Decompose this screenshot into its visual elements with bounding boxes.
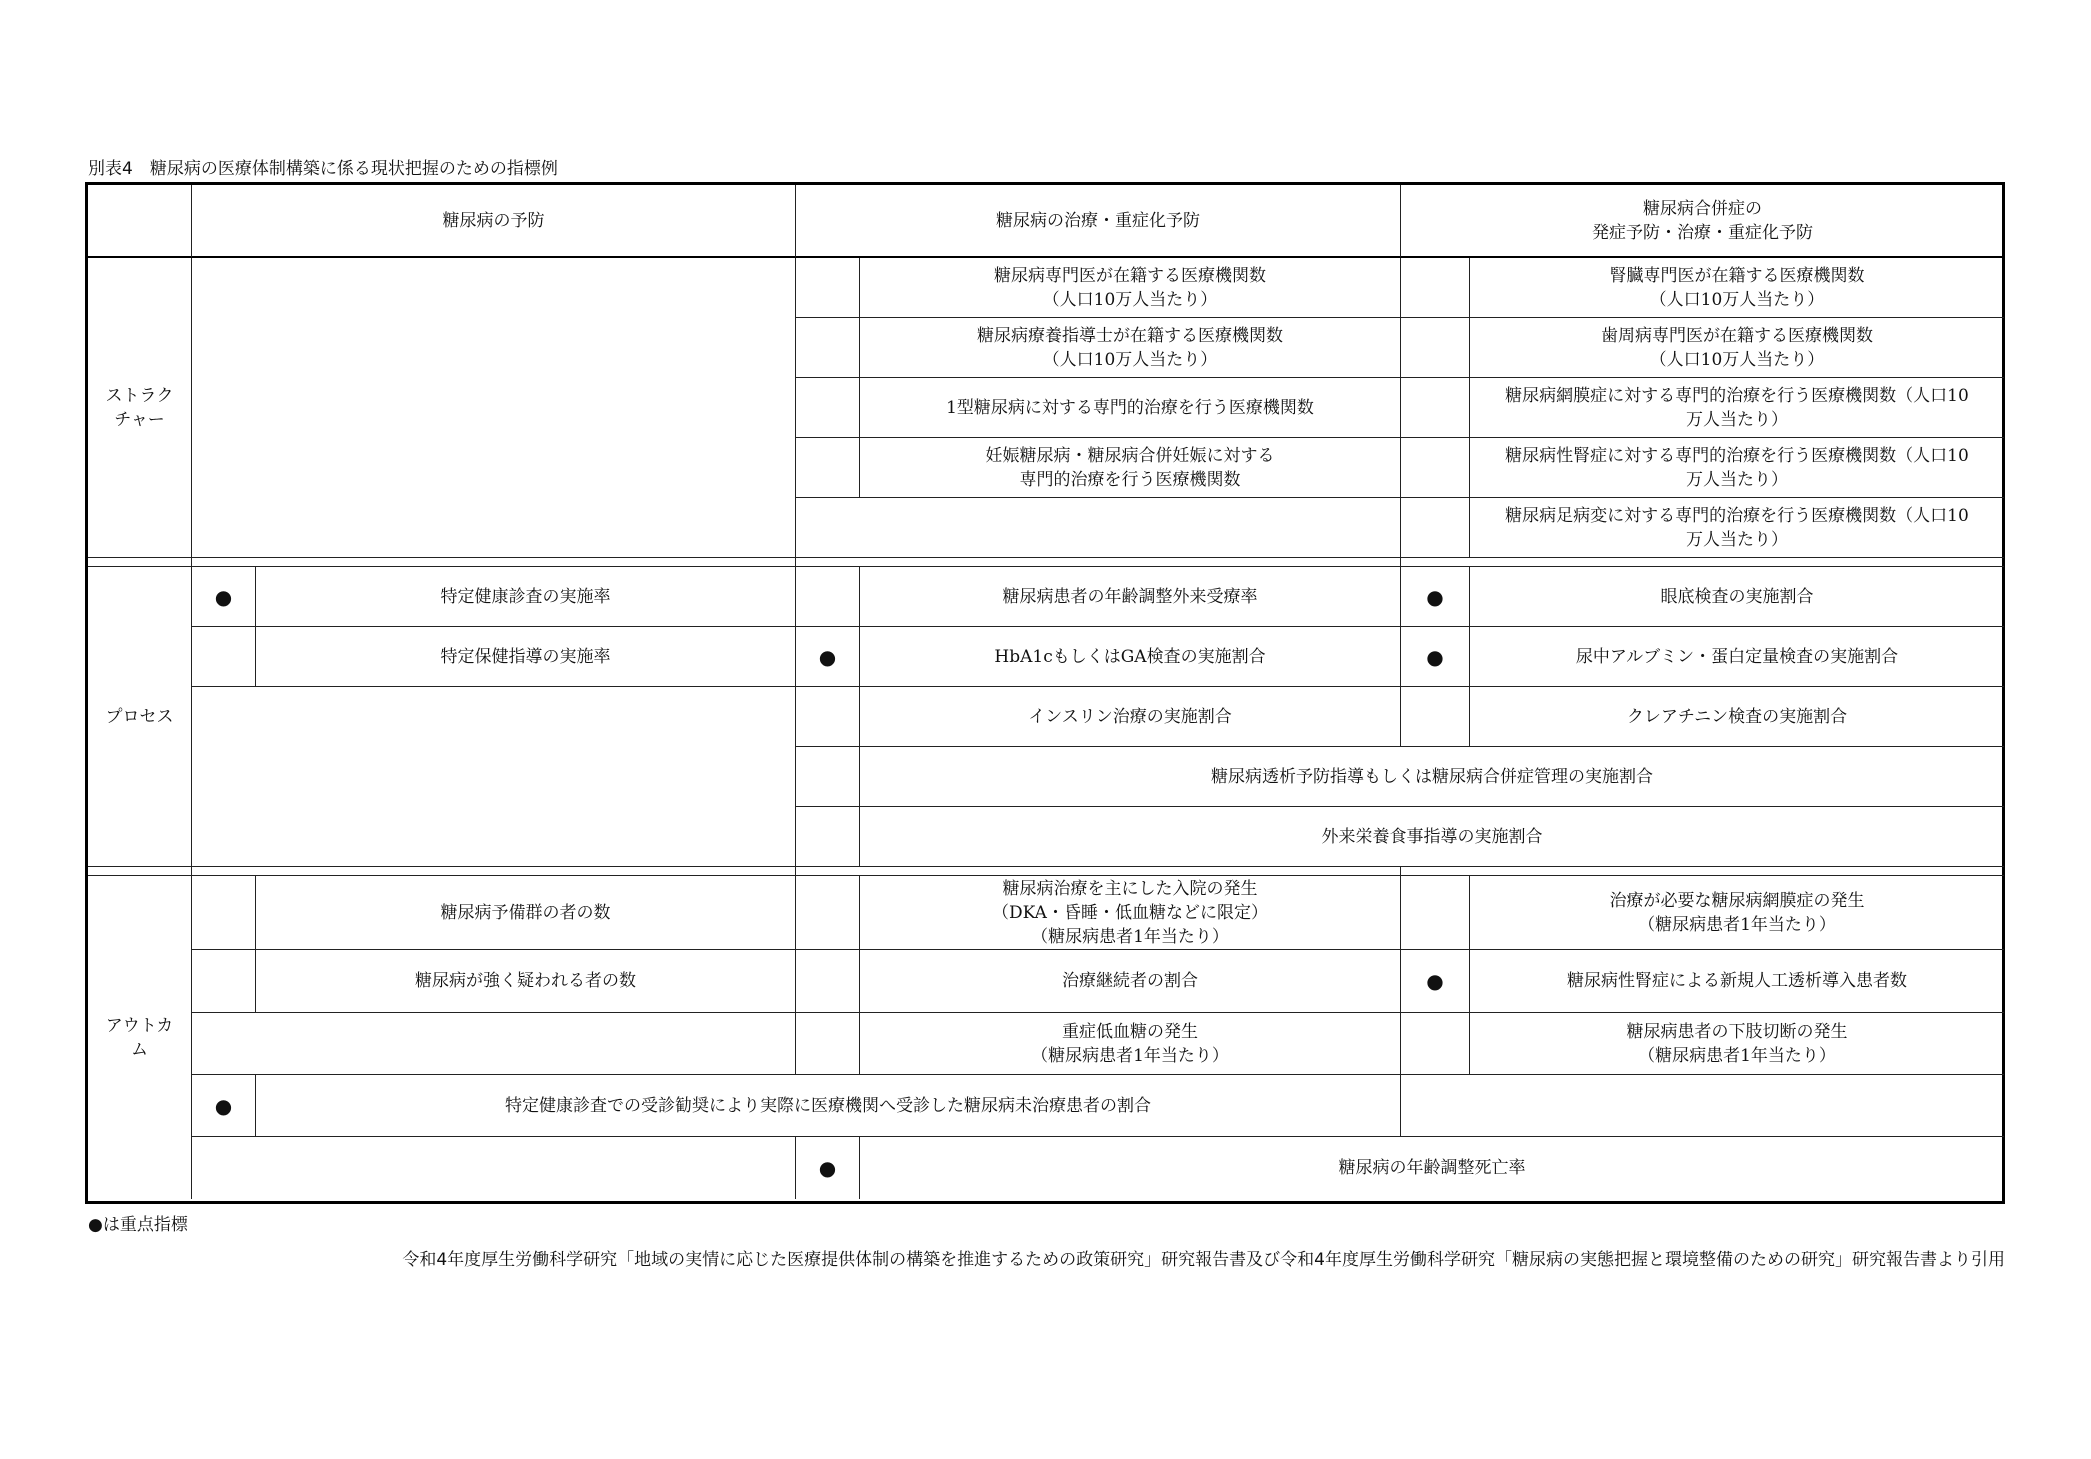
empty-cell (192, 687, 796, 867)
priority-mark: ● (192, 567, 256, 627)
indicator-cell: 糖尿病の年齢調整死亡率 (1338, 1158, 1526, 1178)
indicator-cell: 特定健康診査での受診勧奨により実際に医療機関へ受診した糖尿病未治療患者の割合 (256, 1075, 1401, 1137)
category-outcome: アウトカ ム (88, 876, 192, 1199)
priority-mark: ● (1401, 627, 1470, 687)
mark-cell (796, 876, 860, 950)
empty-cell (796, 498, 1401, 558)
section-divider (88, 558, 192, 567)
section-divider (192, 867, 796, 876)
category-process: プロセス (88, 567, 192, 867)
indicator-cell: HbA1cもしくはGA検査の実施割合 (860, 627, 1401, 687)
mark-cell (1401, 378, 1470, 438)
mark-cell (796, 567, 860, 627)
indicator-cell: 糖尿病専門医が在籍する医療機関数 （人口10万人当たり） (860, 258, 1401, 318)
priority-mark: ● (1401, 950, 1470, 1013)
indicator-cell: 妊娠糖尿病・糖尿病合併妊娠に対する 専門的治療を行う医療機関数 (860, 438, 1401, 498)
indicator-cell: 糖尿病予備群の者の数 (256, 876, 796, 950)
indicator-cell: 糖尿病が強く疑われる者の数 (256, 950, 796, 1013)
indicator-cell: 特定健康診査の実施率 (256, 567, 796, 627)
section-divider (1401, 867, 2004, 876)
structure-prevention-empty (192, 258, 796, 558)
mark-cell (1401, 258, 1470, 318)
header-treatment: 糖尿病の治療・重症化予防 (796, 185, 1401, 258)
indicator-cell: 治療継続者の割合 (860, 950, 1401, 1013)
priority-mark: ● (192, 1075, 256, 1137)
mark-cell (1401, 318, 1470, 378)
indicator-cell: 糖尿病患者の年齢調整外来受療率 (860, 567, 1401, 627)
mark-cell (192, 876, 256, 950)
empty-cell (1401, 1075, 2004, 1137)
indicator-cell: 特定保健指導の実施率 (256, 627, 796, 687)
mark-cell (192, 627, 256, 687)
mark-cell (796, 1013, 860, 1075)
section-divider (796, 558, 1401, 567)
mark-cell (1401, 687, 1470, 747)
table-caption: 別表4 糖尿病の医療体制構築に係る現状把握のための指標例 (88, 159, 558, 179)
mark-cell (1401, 438, 1470, 498)
footnote: ●は重点指標 (88, 1215, 188, 1235)
source-citation: 令和4年度厚生労働科学研究「地域の実情に応じた医療提供体制の構築を推進するための政策研究」研究報告書及び令和4年度厚生労働科学研究「糖尿病の実態把握と環境整備のための研究」研究報告書より引用 (402, 1250, 2005, 1270)
mark-cell (796, 950, 860, 1013)
indicator-cell: 糖尿病網膜症に対する専門的治療を行う医療機関数（人口10 万人当たり） (1470, 378, 2004, 438)
indicator-cell: クレアチニン検査の実施割合 (1470, 687, 2004, 747)
mark-cell (1401, 1013, 1470, 1075)
header-complications: 糖尿病合併症の 発症予防・治療・重症化予防 (1401, 185, 2004, 258)
indicator-cell: 糖尿病性腎症による新規人工透析導入患者数 (1470, 950, 2004, 1013)
section-divider (192, 558, 796, 567)
section-divider (88, 867, 192, 876)
indicator-cell: 歯周病専門医が在籍する医療機関数 （人口10万人当たり） (1470, 318, 2004, 378)
priority-mark: ● (1401, 567, 1470, 627)
indicator-cell: 糖尿病治療を主にした入院の発生 （DKA・昏睡・低血糖などに限定） （糖尿病患者1年当たり） (860, 876, 1401, 950)
category-structure: ストラク チャー (88, 258, 192, 558)
priority-mark: ● (796, 1137, 860, 1199)
indicator-cell: 1型糖尿病に対する専門的治療を行う医療機関数 (860, 378, 1401, 438)
mark-cell (1401, 498, 1470, 558)
mark-cell (796, 258, 860, 318)
indicator-cell: 治療が必要な糖尿病網膜症の発生 （糖尿病患者1年当たり） (1470, 876, 2004, 950)
indicator-cell: 外来栄養食事指導の実施割合 (860, 807, 2004, 867)
indicator-cell: 糖尿病療養指導士が在籍する医療機関数 （人口10万人当たり） (860, 318, 1401, 378)
indicator-cell: 尿中アルブミン・蛋白定量検査の実施割合 (1470, 627, 2004, 687)
section-divider (796, 867, 1401, 876)
header-prevention: 糖尿病の予防 (192, 185, 796, 258)
mark-cell (796, 747, 860, 807)
mark-cell (192, 950, 256, 1013)
mark-cell (796, 687, 860, 747)
indicator-cell: 腎臓専門医が在籍する医療機関数 （人口10万人当たり） (1470, 258, 2004, 318)
empty-cell (192, 1137, 796, 1199)
indicator-table (85, 182, 2005, 1204)
mark-cell (796, 438, 860, 498)
indicator-cell: 糖尿病透析予防指導もしくは糖尿病合併症管理の実施割合 (860, 747, 2004, 807)
priority-mark: ● (796, 627, 860, 687)
empty-cell (192, 1013, 796, 1075)
section-divider (1401, 558, 2004, 567)
indicator-cell: インスリン治療の実施割合 (860, 687, 1401, 747)
indicator-cell: 重症低血糖の発生 （糖尿病患者1年当たり） (860, 1013, 1401, 1075)
mark-cell (1401, 876, 1470, 950)
indicator-cell: 糖尿病患者の下肢切断の発生 （糖尿病患者1年当たり） (1470, 1013, 2004, 1075)
indicator-cell: 糖尿病性腎症に対する専門的治療を行う医療機関数（人口10 万人当たり） (1470, 438, 2004, 498)
mark-cell (796, 318, 860, 378)
header-blank (88, 185, 192, 258)
indicator-cell: 糖尿病足病変に対する専門的治療を行う医療機関数（人口10 万人当たり） (1470, 498, 2004, 558)
mark-cell (796, 807, 860, 867)
mark-cell (796, 378, 860, 438)
indicator-cell: 眼底検査の実施割合 (1470, 567, 2004, 627)
